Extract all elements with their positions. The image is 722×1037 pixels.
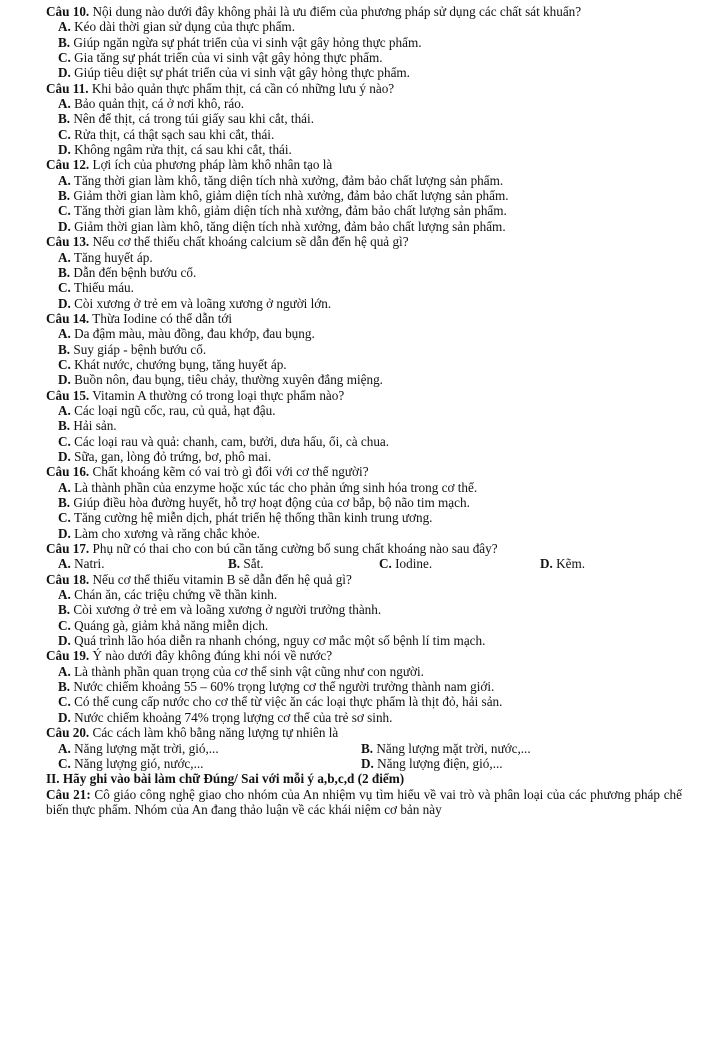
section-heading: II. Hãy ghi vào bài làm chữ Đúng/ Sai với mỗi ý a,b,c,d (2 điểm) bbox=[46, 771, 405, 787]
question-text: Khi bảo quản thực phẩm thịt, cá cần có những lưu ý nào? bbox=[88, 80, 395, 96]
option-c: C. Quáng gà, giảm khả năng miễn dịch. bbox=[58, 617, 269, 633]
option-b: B. Giảm thời gian làm khô, giảm diện tích nhà xưởng, đảm bảo chất lượng sản phẩm. bbox=[58, 188, 509, 204]
question-number: Câu 16. bbox=[46, 464, 90, 480]
option-b: B. Giúp ngăn ngừa sự phát triển của vi sinh vật gây hỏng thực phẩm. bbox=[58, 34, 422, 50]
question-text: Vitamin A thường có trong loại thực phẩm nào? bbox=[89, 387, 345, 403]
question-number: Câu 20. bbox=[46, 725, 90, 741]
option-a: A. Da đậm màu, màu đồng, đau khớp, đau bụng. bbox=[58, 326, 315, 342]
option-d: D. Nước chiếm khoảng 74% trọng lượng cơ thể của trẻ sơ sinh. bbox=[58, 709, 393, 725]
question-text: Nếu cơ thể thiếu chất khoáng calcium sẽ dẫn đến hệ quả gì? bbox=[89, 234, 409, 250]
question-16 bbox=[46, 464, 682, 541]
question-text: Phụ nữ có thai cho con bú cần tăng cường bổ sung chất khoáng nào sau đây? bbox=[89, 541, 498, 557]
option-b: B. Dẫn đến bệnh bướu cổ. bbox=[58, 264, 197, 280]
question-number: Câu 21: bbox=[46, 786, 91, 802]
option-d: D. Năng lượng điện, gió,... bbox=[361, 755, 503, 771]
options-row bbox=[46, 741, 682, 756]
question-text: Nếu cơ thể thiếu vitamin B sẽ dẫn đến hệ quả gì? bbox=[89, 571, 352, 587]
question-15 bbox=[46, 388, 682, 465]
question-11-stem bbox=[46, 81, 682, 96]
question-number: Câu 12. bbox=[46, 157, 90, 173]
option-b: B. Còi xương ở trẻ em và loãng xương ở người trưởng thành. bbox=[58, 602, 382, 618]
option-b: B. Hải sản. bbox=[58, 418, 117, 434]
question-number: Câu 18. bbox=[46, 571, 90, 587]
question-14-stem bbox=[46, 311, 682, 326]
question-19 bbox=[46, 648, 682, 725]
option-d: D. Làm cho xương và răng chắc khỏe. bbox=[58, 525, 260, 541]
question-10-stem bbox=[46, 4, 682, 19]
question-21 bbox=[46, 787, 682, 818]
option-d: D. Sữa, gan, lòng đỏ trứng, bơ, phô mai. bbox=[58, 448, 272, 464]
question-text: Nội dung nào dưới đây không phải là ưu điểm của phương pháp sử dụng các chất sát khuẩn? bbox=[89, 4, 582, 19]
question-text: Ý nào dưới đây không đúng khi nói về nước? bbox=[89, 648, 333, 664]
question-text: Cô giáo công nghệ giao cho nhóm của An nhiệm vụ tìm hiểu về vai trò và phân loại của các phương pháp chế biến thực phẩm. Nhóm của An đang thảo luận về các khái niệm cơ bản này bbox=[46, 786, 683, 817]
option-a: A. Tăng huyết áp. bbox=[58, 249, 153, 265]
option-c: C. Iodine. bbox=[379, 556, 433, 572]
question-number: Câu 10. bbox=[46, 4, 90, 19]
option-c: C. Thiếu máu. bbox=[58, 280, 134, 296]
question-number: Câu 11. bbox=[46, 80, 89, 96]
option-b: B. Sắt. bbox=[228, 556, 264, 572]
option-c: C. Gia tăng sự phát triển của vi sinh vật gây hỏng thực phẩm. bbox=[58, 50, 383, 66]
option-c: C. Tăng thời gian làm khô, giảm diện tích nhà xưởng, đảm bảo chất lượng sản phẩm. bbox=[58, 203, 507, 219]
option-b: B. Nên để thịt, cá trong túi giấy sau khi cắt, thái. bbox=[58, 111, 314, 127]
question-18-stem bbox=[46, 572, 682, 587]
option-d: D. Còi xương ở trẻ em và loãng xương ở người lớn. bbox=[58, 295, 332, 311]
question-14 bbox=[46, 311, 682, 388]
question-13 bbox=[46, 234, 682, 311]
option-c: C. Rửa thịt, cá thật sạch sau khi cắt, thái. bbox=[58, 126, 275, 142]
question-12-stem bbox=[46, 157, 682, 172]
question-16-stem bbox=[46, 464, 682, 479]
option-d: D. Giúp tiêu diệt sự phát triển của vi sinh vật gây hỏng thực phẩm. bbox=[58, 65, 410, 81]
option-c: C. Khát nước, chướng bụng, tăng huyết áp. bbox=[58, 356, 287, 372]
option-b: B. Giúp điều hòa đường huyết, hỗ trợ hoạt động của cơ bắp, bộ não tim mạch. bbox=[58, 495, 470, 510]
question-11 bbox=[46, 81, 682, 158]
option-a: A. Chán ăn, các triệu chứng về thần kinh. bbox=[58, 587, 278, 603]
option-c: C. Các loại rau và quả: chanh, cam, bưởi, dưa hấu, ổi, cà chua. bbox=[58, 433, 390, 449]
option-a: A. Các loại ngũ cốc, rau, củ quả, hạt đậu. bbox=[58, 402, 276, 418]
question-20 bbox=[46, 725, 682, 771]
exam-content bbox=[46, 4, 682, 817]
question-number: Câu 13. bbox=[46, 234, 90, 250]
question-text: Chất khoáng kẽm có vai trò gì đối với cơ thể người? bbox=[89, 464, 369, 480]
option-d: D. Không ngâm rửa thịt, cá sau khi cắt, thái. bbox=[58, 142, 292, 158]
question-15-stem bbox=[46, 388, 682, 403]
option-a: A. Tăng thời gian làm khô, tăng diện tích nhà xưởng, đảm bảo chất lượng sản phẩm. bbox=[58, 172, 504, 188]
question-17 bbox=[46, 541, 682, 572]
option-c: C. Có thể cung cấp nước cho cơ thể từ việc ăn các loại thực phẩm là thịt đỏ, hải sản. bbox=[58, 694, 503, 710]
option-a: A. Kéo dài thời gian sử dụng của thực phẩm. bbox=[58, 19, 295, 35]
option-d: D. Kẽm. bbox=[540, 556, 586, 572]
option-c: C. Năng lượng gió, nước,... bbox=[58, 755, 204, 771]
question-12 bbox=[46, 157, 682, 234]
question-number: Câu 15. bbox=[46, 387, 90, 403]
option-b: B. Năng lượng mặt trời, nước,... bbox=[361, 740, 531, 756]
question-17-stem bbox=[46, 541, 682, 556]
question-20-stem bbox=[46, 725, 682, 740]
question-number: Câu 17. bbox=[46, 541, 90, 557]
options-row bbox=[46, 756, 682, 771]
question-19-stem bbox=[46, 648, 682, 663]
question-number: Câu 14. bbox=[46, 310, 90, 326]
option-a: A. Là thành phần quan trọng của cơ thể sinh vật cũng như con người. bbox=[58, 663, 424, 679]
question-10 bbox=[46, 4, 682, 81]
option-a: A. Năng lượng mặt trời, gió,... bbox=[58, 740, 219, 756]
option-d: D. Giảm thời gian làm khô, tăng diện tích nhà xưởng, đảm bảo chất lượng sản phẩm. bbox=[58, 218, 506, 234]
question-text: Thừa Iodine có thể dẫn tới bbox=[89, 310, 233, 326]
option-a: A. Là thành phần của enzyme hoặc xúc tác cho phản ứng sinh hóa trong cơ thể. bbox=[58, 479, 478, 495]
question-text: Lợi ích của phương pháp làm khô nhân tạo là bbox=[89, 157, 333, 173]
option-b: B. Nước chiếm khoảng 55 – 60% trọng lượng cơ thể người trưởng thành nam giới. bbox=[58, 679, 495, 695]
option-d: D. Quá trình lão hóa diễn ra nhanh chóng, nguy cơ mắc một số bệnh lí tim mạch. bbox=[58, 633, 486, 649]
option-a: A. Bảo quản thịt, cá ở nơi khô, ráo. bbox=[58, 96, 245, 112]
option-b: B. Suy giáp - bệnh bướu cổ. bbox=[58, 341, 207, 357]
question-18 bbox=[46, 572, 682, 649]
option-a: A. Natri. bbox=[58, 556, 105, 572]
question-13-stem bbox=[46, 234, 682, 249]
question-number: Câu 19. bbox=[46, 648, 90, 664]
question-text: Các cách làm khô bằng năng lượng tự nhiên là bbox=[89, 725, 339, 741]
option-c: C. Tăng cường hệ miễn dịch, phát triển hệ thống thần kinh trung ương. bbox=[58, 510, 433, 526]
options-row bbox=[46, 556, 682, 571]
option-d: D. Buồn nôn, đau bụng, tiêu chảy, thường xuyên đắng miệng. bbox=[58, 372, 383, 388]
